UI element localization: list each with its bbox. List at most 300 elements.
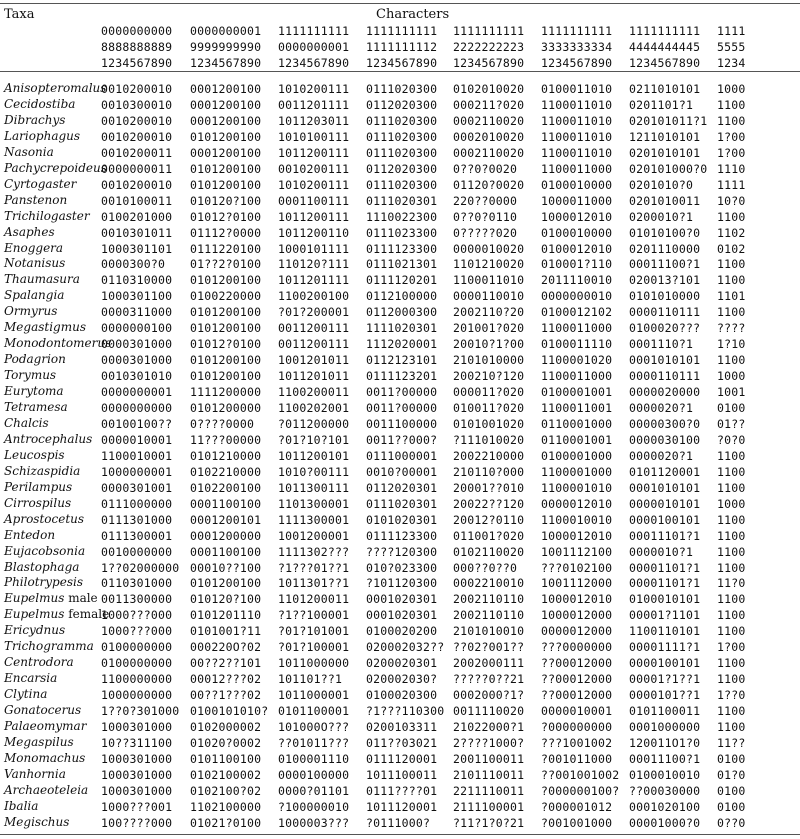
taxon-name [4, 783, 88, 797]
character-states: 000211?020 [453, 97, 525, 112]
character-states: 1000 [717, 496, 746, 511]
character-states: 1100011010 [541, 129, 613, 144]
genus-name: Spalangia [4, 288, 65, 303]
character-states: 0011300000 [101, 592, 173, 607]
taxon-name [4, 336, 111, 350]
character-states: ?01?100001 [278, 640, 350, 655]
character-states: 1100 [717, 113, 746, 128]
character-states: 1100 [717, 672, 746, 687]
character-states: 0000100101 [629, 656, 701, 671]
taxon-name [4, 432, 92, 446]
character-states: 0000020?1 [629, 401, 694, 415]
taxa-header: Taxa [4, 7, 35, 22]
character-states: 0201110000 [629, 241, 701, 256]
character-states: 0101200100 [190, 321, 262, 336]
character-states: 020101011?1 [629, 113, 708, 128]
character-states: 0010200010 [101, 129, 173, 144]
character-states: 0010000000 [101, 544, 173, 559]
character-states: 01010100?0 [629, 225, 701, 240]
character-states: 011??03021 [366, 735, 438, 750]
character-states: 0111120001 [366, 751, 438, 766]
character-states: ??00012000 [541, 688, 613, 703]
character-states: 1100 [717, 273, 746, 288]
character-states: 01112?0000 [190, 225, 262, 240]
genus-name: Megaspilus [4, 734, 74, 749]
character-states: 0001100111 [278, 193, 350, 208]
character-states: ??00012000 [541, 656, 613, 671]
character-states: 0000020000 [629, 385, 701, 400]
character-states: 0101100001 [278, 704, 350, 719]
taxon-name [4, 448, 65, 462]
character-states: 0000000010 [541, 289, 613, 304]
taxon-name [4, 145, 54, 159]
character-states: 0010?00001 [366, 464, 438, 479]
character-states: 0110001001 [541, 432, 613, 447]
character-states: 0000010001 [541, 704, 613, 719]
character-states: ?????0??21 [453, 672, 525, 687]
taxon-name [4, 703, 81, 717]
character-states: ?101120300 [366, 576, 438, 591]
genus-name: Clytina [4, 687, 48, 702]
character-states: 0011100000 [366, 416, 438, 431]
character-states: 0111120201 [366, 273, 438, 288]
character-states: 20001??010 [453, 480, 525, 495]
genus-name: Anisopteromalus [4, 81, 107, 95]
character-states: 0111????01 [366, 783, 438, 798]
character-states: 1000???001 [101, 799, 173, 814]
character-states: 1??0?301000 [101, 704, 180, 719]
character-states: 00012???02 [190, 672, 262, 687]
character-states: 10??311100 [101, 735, 173, 750]
character-states: 1111020301 [366, 321, 438, 336]
character-states: 0001100100 [190, 544, 262, 559]
character-states: 1100010010 [541, 512, 613, 527]
character-states: 0100 [717, 783, 746, 798]
character-states: 1211010101 [629, 129, 701, 144]
character-states: 00011100?1 [629, 751, 701, 766]
character-states: 1000011000 [541, 193, 613, 208]
character-states: 1000012010 [541, 528, 613, 543]
taxon-name [4, 639, 94, 653]
taxon-name [4, 272, 80, 286]
character-states: 00100100?? [101, 416, 173, 431]
character-states: 1000???000 [101, 608, 173, 623]
taxon-name [4, 304, 57, 318]
genus-name: Lariophagus [4, 128, 81, 143]
character-states: 1011200101 [278, 448, 350, 463]
character-states: 0100 [717, 751, 746, 766]
header-digits: 0000000001 [278, 40, 350, 54]
character-states: 1100 [717, 209, 746, 224]
character-states: 0000000001 [101, 385, 173, 400]
character-states: 1100 [717, 97, 746, 112]
character-states: 1110022300 [366, 209, 438, 224]
taxon-name [4, 560, 79, 574]
header-digits: 2222222223 [453, 40, 525, 54]
genus-name: Podagrion [4, 352, 66, 367]
character-states: 000??0??0 [453, 560, 518, 575]
character-states: 1111 [717, 177, 746, 192]
character-states: 0101010000 [629, 289, 701, 304]
header-digits: 1234567890 [101, 56, 173, 70]
character-states: 0201010101 [629, 145, 701, 160]
character-states: 0111301000 [101, 512, 173, 527]
character-states: 0100020200 [366, 624, 438, 639]
character-states: 0000012000 [541, 624, 613, 639]
character-states: 1011200110 [278, 225, 350, 240]
genus-name: Thaumasura [4, 272, 80, 287]
character-states: ????120300 [366, 544, 438, 559]
character-states: 1100 [717, 480, 746, 495]
character-states: 0102210000 [190, 464, 262, 479]
character-states: 0001020301 [366, 592, 438, 607]
taxon-name [4, 464, 80, 478]
character-states: 2001100011 [453, 751, 525, 766]
character-states: ???1001002 [541, 735, 613, 750]
genus-name: Eupelmus [4, 591, 65, 606]
character-states: 0101200100 [190, 369, 262, 384]
header-digits: 1111111111 [629, 24, 701, 38]
character-states: 0000110111 [629, 305, 701, 320]
character-states: 00??1???02 [190, 688, 262, 703]
character-states: 0000000100 [101, 321, 173, 336]
character-states: 0102110020 [453, 544, 525, 559]
character-states: 1000 [717, 82, 746, 96]
character-states: 1000012000 [541, 608, 613, 623]
genus-name: Eujacobsonia [4, 543, 86, 558]
character-states: ?0?0 [717, 432, 746, 447]
genus-name: Entedon [4, 527, 56, 542]
character-states: 1111302??? [278, 544, 350, 559]
character-states: 0000012010 [541, 496, 613, 511]
character-states: 1000301000 [101, 720, 173, 734]
character-states: 1011201111 [278, 273, 350, 288]
taxon-name [4, 528, 55, 542]
character-states: 01??2?0100 [190, 257, 262, 272]
taxon-name [4, 129, 80, 143]
character-states: 0100 [717, 799, 746, 814]
character-states: 000011?020 [453, 385, 525, 400]
character-states: 1101 [717, 289, 746, 304]
character-states: 0111020300 [366, 177, 438, 192]
character-states: 1100 [717, 353, 746, 368]
character-states: 1000101111 [278, 241, 350, 256]
character-states: 1000 [717, 369, 746, 384]
character-states: 0111300001 [101, 528, 173, 543]
character-states: 00001111?1 [629, 640, 701, 655]
character-states: 0001100100 [190, 496, 262, 511]
character-states: 00010??100 [190, 560, 262, 575]
character-states: 1110 [717, 161, 746, 176]
character-states: 1100001020 [541, 353, 613, 368]
character-states: 0111123300 [366, 241, 438, 256]
character-states: 1001112100 [541, 544, 613, 559]
character-states: 1102 [717, 225, 746, 240]
character-states: 0001200100 [190, 97, 262, 112]
character-states: 0000?01101 [278, 783, 350, 798]
character-states: 1000301000 [101, 783, 173, 798]
character-states: 110120?111 [278, 257, 350, 272]
character-states: 0100020300 [366, 688, 438, 703]
character-states: 0111220100 [190, 241, 262, 256]
character-states: 1100010001 [101, 448, 173, 463]
taxon-name [4, 815, 69, 829]
taxon-name [4, 161, 107, 175]
character-states: 1100011000 [541, 369, 613, 384]
character-states: 0100010000 [541, 177, 613, 192]
character-states: 0100000000 [101, 656, 173, 671]
character-states: 1100 [717, 512, 746, 527]
character-states: 1000012010 [541, 209, 613, 224]
header-digits: 1111111111 [278, 24, 350, 38]
character-states: 0010301011 [101, 225, 173, 240]
taxon-name [4, 591, 98, 605]
character-states: 1001200001 [278, 528, 350, 543]
header-digits: 1111 [717, 24, 746, 38]
character-states: 1100011000 [541, 161, 613, 176]
character-states: 010120?100 [190, 193, 262, 208]
character-states: 11?? [717, 735, 746, 750]
character-states: 2002000111 [453, 656, 525, 671]
character-states: 0101200100 [190, 177, 262, 192]
character-states: ?01?200001 [278, 305, 350, 320]
character-states: ?001001000 [541, 815, 613, 830]
character-states: 1010?00111 [278, 464, 350, 479]
character-states: 0??0?0020 [453, 161, 518, 176]
character-states: 01120?0020 [453, 177, 525, 192]
genus-name: Vanhornia [4, 766, 66, 781]
character-states: 1100 [717, 704, 746, 719]
character-states: 0010200010 [101, 177, 173, 192]
header-digits: 1234567890 [278, 56, 350, 70]
character-states: 1000???000 [101, 624, 173, 639]
character-states: 0002110020 [453, 113, 525, 128]
character-states: 2002210000 [453, 448, 525, 463]
character-states: 01020?0002 [190, 735, 262, 750]
character-states: 1101200011 [278, 592, 350, 607]
character-states: 1100 [717, 448, 746, 463]
character-states: 21022000?1 [453, 720, 525, 734]
taxon-name [4, 193, 67, 207]
character-states: 0100000000 [101, 640, 173, 655]
character-states: 0001010101 [629, 480, 701, 495]
character-states: 1112020001 [366, 337, 438, 352]
character-states: 00001?1101 [629, 608, 701, 623]
character-states: 01?? [717, 416, 746, 431]
character-states: 01021?0100 [190, 815, 262, 830]
genus-name: Eurytoma [4, 384, 64, 399]
character-states: 011001?020 [453, 528, 525, 543]
character-states: 0100010101 [629, 592, 701, 607]
character-states: 020013?101 [629, 273, 701, 288]
genus-name: Cyrtogaster [4, 176, 77, 191]
genus-name: Nasonia [4, 144, 54, 159]
character-states: 1100 [717, 257, 746, 272]
character-states: ?11?1?0?21 [453, 815, 525, 830]
character-states: ?1???01??1 [278, 560, 350, 575]
header-digits: 1234567890 [541, 56, 613, 70]
taxon-name [4, 655, 74, 669]
character-states: 1?10 [717, 337, 746, 352]
character-states: 2002110110 [453, 592, 525, 607]
character-states: 0101001?11 [190, 624, 262, 639]
character-states: 1100011010 [541, 145, 613, 160]
character-states: 0000101??1 [629, 688, 701, 703]
character-states: 0112123101 [366, 353, 438, 368]
character-states: 00011100?1 [629, 257, 701, 272]
character-states: 1000012010 [541, 592, 613, 607]
character-states: 0000110010 [453, 289, 525, 304]
character-states: 1010100111 [278, 129, 350, 144]
taxon-name [4, 400, 68, 414]
character-states: 0001110?1 [629, 337, 694, 352]
character-states: 1011203011 [278, 113, 350, 128]
character-states: 1000301000 [101, 767, 173, 782]
genus-name: Palaeomymar [4, 719, 87, 733]
character-states: 210110?000 [453, 464, 525, 479]
character-states: 01012?0100 [190, 337, 262, 352]
character-states: ??02?001?? [453, 640, 525, 655]
character-states: 0111021301 [366, 257, 438, 272]
character-states: 01?0 [717, 767, 746, 782]
character-states: ?011200000 [278, 416, 350, 431]
character-states: 0100012010 [541, 241, 613, 256]
character-states: 1100110101 [629, 624, 701, 639]
character-states: 1100 [717, 305, 746, 320]
header-digits: 0000000000 [101, 24, 173, 38]
header-digits: 1111111112 [366, 40, 438, 54]
character-states: 0101200100 [190, 273, 262, 288]
genus-name: Megischus [4, 814, 70, 829]
taxon-name [4, 544, 85, 558]
character-states: 1011300111 [278, 480, 350, 495]
character-states: 201001?020 [453, 321, 525, 336]
character-states: 1100000000 [101, 672, 173, 687]
character-states: 1111200000 [190, 385, 262, 400]
character-states: 200210?120 [453, 369, 525, 384]
genus-name: Chalcis [4, 415, 49, 430]
character-states: ?1???110300 [366, 704, 445, 719]
character-states: 0????0000 [190, 416, 255, 431]
character-states: ?000000000 [541, 720, 613, 734]
character-states: 00001000?0 [629, 815, 701, 830]
genus-name: Torymus [4, 368, 57, 383]
character-states: 0101120001 [629, 464, 701, 479]
character-states: 1100011000 [541, 321, 613, 336]
taxon-name [4, 751, 85, 765]
character-states: 0100011110 [541, 337, 613, 352]
header-digits: 1111111111 [541, 24, 613, 38]
character-states: ???0000000 [541, 640, 613, 655]
character-states: 0201010?0 [629, 177, 694, 192]
genus-name: Panstenon [4, 192, 68, 207]
taxon-name [4, 225, 55, 239]
genus-name: Asaphes [4, 224, 55, 239]
character-states: 0000030100 [629, 432, 701, 447]
taxon-name [4, 97, 75, 111]
character-states: 0011200111 [278, 337, 350, 352]
character-states: 1001201011 [278, 353, 350, 368]
character-states: 1100 [717, 608, 746, 623]
character-states: 220??0000 [453, 193, 518, 208]
header-digits: 1111111111 [366, 24, 438, 38]
character-states: 2101010010 [453, 624, 525, 639]
genus-name: Centrodora [4, 655, 74, 670]
header-digits: 1111111111 [453, 24, 525, 38]
character-states: 0010100011 [101, 193, 173, 208]
character-states: ?1??100001 [278, 608, 350, 623]
character-states: ???? [717, 321, 746, 336]
character-states: 0102010020 [453, 82, 525, 96]
character-states: 1100200011 [278, 385, 350, 400]
character-states: 0111000001 [366, 448, 438, 463]
character-states: 0100101010? [190, 704, 269, 719]
header-digits: 1234567890 [190, 56, 262, 70]
character-states: 0001200000 [190, 528, 262, 543]
header-digits: 8888888889 [101, 40, 173, 54]
character-states: 010001?110 [541, 257, 613, 272]
character-states: 0011110020 [453, 704, 525, 719]
genus-name: Cirrospilus [4, 495, 72, 510]
character-states: 11?0 [717, 576, 746, 591]
character-states: 1000003??? [278, 815, 350, 830]
character-states: 1100 [717, 544, 746, 559]
character-states: 0102200100 [190, 480, 262, 495]
character-states: 10?0 [717, 193, 746, 208]
genus-name: Pachycrepoideus [4, 160, 107, 175]
character-states: 0010301010 [101, 369, 173, 384]
character-states: 0??0 [717, 815, 746, 830]
character-states: 0112100000 [366, 289, 438, 304]
character-states: 0100 [717, 401, 746, 415]
character-states: ???0102100 [541, 560, 613, 575]
characters-header: Characters [376, 7, 450, 22]
character-states: 1??0 [717, 688, 746, 703]
character-states: 1001112000 [541, 576, 613, 591]
character-states: 0111020301 [366, 496, 438, 511]
character-states: 1111300001 [278, 512, 350, 527]
character-states: 11???00000 [190, 432, 262, 447]
sex-label: female [64, 607, 110, 622]
genus-name: Aprostocetus [4, 511, 85, 526]
character-states: 0101200100 [190, 129, 262, 144]
character-states: 0001020301 [366, 608, 438, 623]
character-states: 1100001010 [541, 480, 613, 495]
character-states: 0111020300 [366, 82, 438, 96]
character-states: 0000010001 [101, 432, 173, 447]
character-states: 0000010020 [453, 241, 525, 256]
character-states: 2211110011 [453, 783, 525, 798]
character-states: 20010?1?00 [453, 337, 525, 352]
taxon-name [4, 575, 83, 589]
character-states: 1100011001 [541, 401, 613, 415]
header-digits: 1234567890 [453, 56, 525, 70]
character-states: 0201010011 [629, 193, 701, 208]
genus-name: Archaeoteleia [4, 782, 89, 797]
genus-name: Monomachus [4, 750, 86, 765]
character-states: 101101??1 [278, 672, 343, 687]
character-states: 2101110011 [453, 767, 525, 782]
character-states: ??00030000 [629, 783, 701, 798]
taxon-name [4, 352, 66, 366]
character-states: 01012?0100 [190, 209, 262, 224]
character-states: 0112020300 [366, 97, 438, 112]
character-states: 020101000?0 [629, 161, 708, 176]
character-states: 0101001020 [453, 416, 525, 431]
sex-label: male [64, 591, 98, 606]
character-states: 0201101?1 [629, 97, 694, 112]
genus-name: Encarsia [4, 671, 58, 686]
